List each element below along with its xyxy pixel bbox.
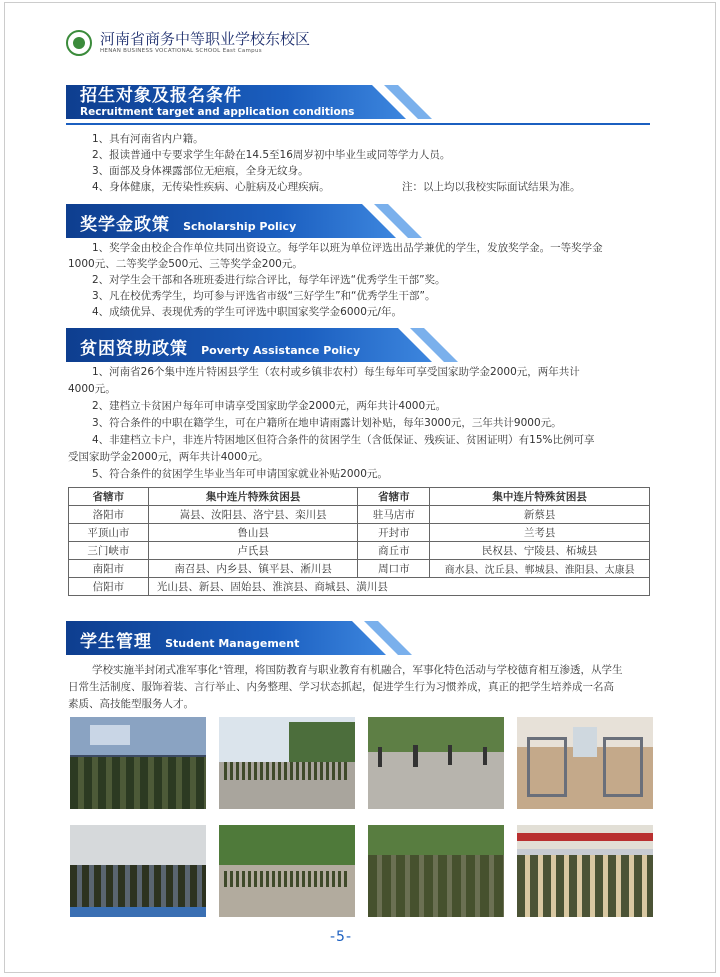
recruitment-title-en: Recruitment target and application conditions xyxy=(80,106,355,118)
table-cell: 兰考县 xyxy=(430,524,650,542)
table-cell: 新蔡县 xyxy=(430,506,650,524)
recruitment-item: 4、身体健康，无传染性疾病、心脏病及心理疾病。 xyxy=(92,181,330,193)
management-line: 学校实施半封闭式准军事化⁺管理，将国防教育与职业教育有机融合，军事化特色活动与学校德育相互渗透，从学生 xyxy=(92,664,623,676)
table-cell: 光山县、新县、固始县、淮滨县、商城县、潢川县 xyxy=(148,578,649,596)
table-cell: 卢氏县 xyxy=(148,542,358,560)
management-banner xyxy=(66,621,386,655)
table-cell: 洛阳市 xyxy=(69,506,149,524)
school-name-en: HENAN BUSINESS VOCATIONAL SCHOOL East Campus xyxy=(100,48,262,54)
management-line: 日常生活制度、服饰着装、言行举止、内务整理、学习状态抓起，促进学生行为习惯养成，真正的把学生培养成一名高 xyxy=(68,681,614,693)
poverty-line: 受国家助学金2000元，两年共计4000元。 xyxy=(68,451,269,463)
poor-counties-table xyxy=(68,487,650,596)
poverty-line: 4000元。 xyxy=(68,383,116,395)
scholarship-line: 4、成绩优异、表现优秀的学生可评选中职国家奖学金6000元/年。 xyxy=(92,306,402,318)
table-cell: 开封市 xyxy=(358,524,430,542)
school-logo-icon xyxy=(66,30,92,56)
table-header-cell: 集中连片特殊贫困县 xyxy=(430,488,650,506)
poverty-title-cn: 贫困资助政策 xyxy=(80,339,188,359)
lecture-hall-photo xyxy=(70,825,206,917)
dormitory-photo xyxy=(517,717,653,809)
scholarship-text xyxy=(68,240,603,320)
poverty-line: 5、符合条件的贫困学生毕业当年可申请国家就业补贴2000元。 xyxy=(92,468,388,480)
table-row xyxy=(69,578,650,596)
poverty-title-en: Poverty Assistance Policy xyxy=(201,344,361,357)
table-cell: 嵩县、汝阳县、洛宁县、栾川县 xyxy=(148,506,358,524)
martial-training-photo xyxy=(368,717,504,809)
page-number: -5- xyxy=(330,929,353,945)
management-title-en: Student Management xyxy=(165,637,300,650)
military-drill-photo xyxy=(219,717,355,809)
table-header-cell: 省辖市 xyxy=(358,488,430,506)
poverty-banner xyxy=(66,328,432,362)
uniform-formation-photo xyxy=(368,825,504,917)
school-name-cn: 河南省商务中等职业学校东校区 xyxy=(100,30,311,48)
recruitment-list xyxy=(92,131,450,195)
table-cell: 平顶山市 xyxy=(69,524,149,542)
table-cell: 鲁山县 xyxy=(148,524,358,542)
table-cell: 商丘市 xyxy=(358,542,430,560)
recruitment-underline xyxy=(66,123,650,125)
table-header-cell: 集中连片特殊贫困县 xyxy=(148,488,358,506)
table-cell: 民权县、宁陵县、柘城县 xyxy=(430,542,650,560)
recruitment-item: 1、具有河南省内户籍。 xyxy=(92,133,204,145)
recruitment-item: 2、报读普通中专要求学生年龄在14.5至16周岁初中毕业生或同等学力人员。 xyxy=(92,149,451,161)
table-cell: 南召县、内乡县、镇平县、淅川县 xyxy=(148,560,358,578)
table-row xyxy=(69,506,650,524)
recruitment-banner xyxy=(66,85,406,119)
management-line: 素质、高技能型服务人才。 xyxy=(68,698,194,710)
campus-parade-photo xyxy=(219,825,355,917)
table-cell: 驻马店市 xyxy=(358,506,430,524)
poverty-line: 4、非建档立卡户，非连片特困地区但符合条件的贫困学生（含低保证、残疾证、贫困证明）有15%比例可享 xyxy=(92,434,595,446)
table-header-row xyxy=(69,488,650,506)
poverty-line: 1、河南省26个集中连片特困县学生（农村或乡镇非农村）每生每年可享受国家助学金2000元，两年共计 xyxy=(92,366,580,378)
scholarship-title-en: Scholarship Policy xyxy=(183,220,297,233)
poverty-line: 2、建档立卡贫困户每年可申请享受国家助学金2000元，两年共计4000元。 xyxy=(92,400,447,412)
recruitment-note: 注：以上均以我校实际面试结果为准。 xyxy=(402,181,581,193)
poverty-line: 3、符合条件的中职在籍学生，可在户籍所在地申请雨露计划补贴，每年3000元，三年共计9000元。 xyxy=(92,417,562,429)
assembly-hall-photo xyxy=(70,717,206,809)
table-row xyxy=(69,524,650,542)
scholarship-line: 3、凡在校优秀学生，均可参与评选省市级“三好学生”和“优秀学生干部”。 xyxy=(92,290,436,302)
management-title-cn: 学生管理 xyxy=(80,632,152,652)
table-row xyxy=(69,560,650,578)
management-text xyxy=(68,662,658,713)
scholarship-title-cn: 奖学金政策 xyxy=(80,215,170,235)
table-cell: 信阳市 xyxy=(69,578,149,596)
table-cell: 南阳市 xyxy=(69,560,149,578)
table-header-cell: 省辖市 xyxy=(69,488,149,506)
scholarship-line: 2、对学生会干部和各班班委进行综合评比，每学年评选“优秀学生干部”奖。 xyxy=(92,274,446,286)
table-cell: 三门峡市 xyxy=(69,542,149,560)
recruitment-item: 3、面部及身体裸露部位无疤痕，全身无纹身。 xyxy=(92,165,309,177)
table-row xyxy=(69,542,650,560)
scholarship-line: 1、奖学金由校企合作单位共同出资设立。每学年以班为单位评选出品学兼优的学生，发放奖学金。一等奖学金 xyxy=(92,242,603,254)
poverty-text xyxy=(68,364,595,483)
dining-hall-photo xyxy=(517,825,653,917)
page-header xyxy=(66,30,310,56)
recruitment-title-cn: 招生对象及报名条件 xyxy=(80,86,242,106)
table-cell: 商水县、沈丘县、郸城县、淮阳县、太康县 xyxy=(430,560,650,578)
scholarship-line: 1000元、二等奖学金500元、三等奖学金200元。 xyxy=(68,258,303,270)
table-cell: 周口市 xyxy=(358,560,430,578)
scholarship-banner xyxy=(66,204,396,238)
